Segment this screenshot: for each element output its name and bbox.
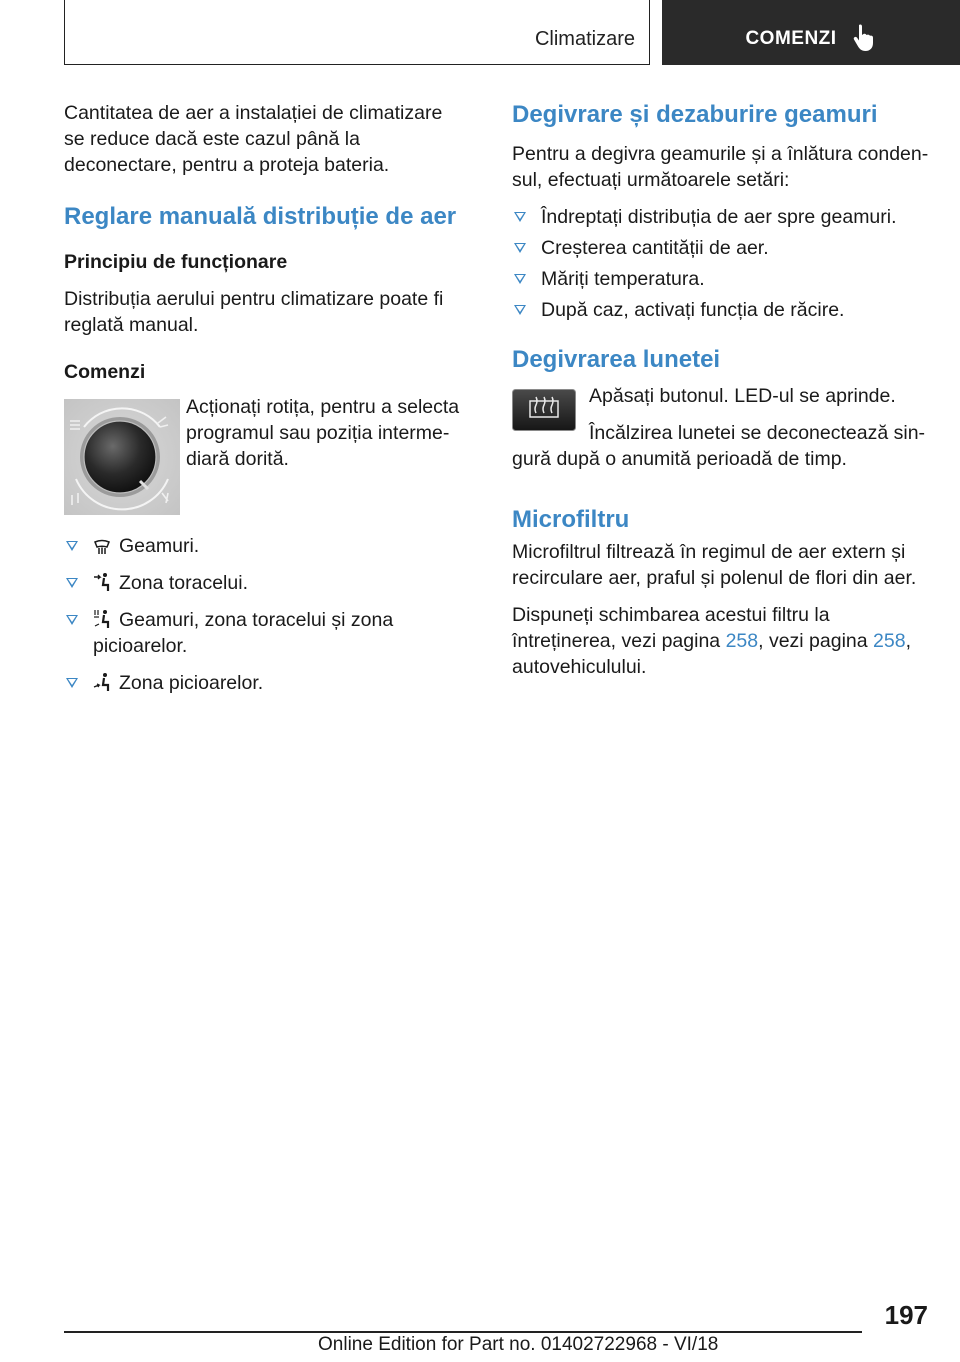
principle-paragraph: Distribuția aerului pentru climatizare poate fi reglată manual. (64, 288, 444, 336)
bullet-triangle-icon (66, 541, 78, 551)
option-label: Zona toracelui. (119, 572, 248, 594)
defrost-heading: Degivrare și dezaburire geamuri (512, 101, 878, 128)
bullet-triangle-icon (514, 243, 526, 253)
bullet-triangle-icon (514, 212, 526, 222)
controls-block (64, 394, 464, 522)
step-label: Măriți temperatura. (541, 268, 705, 290)
hand-pointer-icon (851, 23, 877, 53)
header-section-box (64, 0, 650, 65)
intro-paragraph: Cantitatea de aer a instalației de climatizare se reduce dacă este cazul până la deconectare, pentru a proteja bateria. (64, 102, 443, 176)
rear-window-paragraph-2: Încălzirea lunetei se deconectează singură după o anumită perioadă de timp. (512, 422, 926, 470)
bullet-triangle-icon (514, 274, 526, 284)
option-label: Geamuri, zona toracelui și zona picioarelor. (93, 609, 394, 657)
page-link-258-second[interactable]: 258 (873, 630, 906, 652)
defrost-steps-list (512, 204, 932, 323)
bullet-triangle-icon (514, 305, 526, 315)
microfilter-paragraph-1: Microfiltrul filtrează în regimul de aer extern și recirculare aer, praful și polenul de flori din aer. (512, 541, 917, 589)
list-item (512, 266, 932, 292)
list-item (512, 204, 932, 230)
upper-body-airflow-icon (93, 572, 111, 592)
list-item (64, 670, 464, 696)
header-chapter-tab (662, 0, 960, 65)
footer-divider (64, 1331, 862, 1333)
list-item (512, 297, 932, 323)
distribution-options-list (64, 533, 464, 696)
controls-heading: Comenzi (64, 361, 146, 383)
rear-window-defrost-button-image (512, 389, 576, 431)
left-column (64, 100, 464, 696)
step-label: Îndreptați distribuția de aer spre geamuri. (541, 206, 897, 228)
page-number: 197 (884, 1300, 928, 1330)
list-item (512, 235, 932, 261)
option-label: Zona picioarelor. (119, 672, 264, 694)
header-chapter-title: COMENZI (745, 27, 837, 49)
controls-paragraph: Acționați rotița, pentru a selecta programul sau poziția intermediară dorită. (186, 396, 460, 470)
step-label: După caz, activați funcția de răcire. (541, 299, 845, 321)
list-item (64, 533, 464, 559)
bullet-triangle-icon (66, 578, 78, 588)
footwell-airflow-icon (93, 672, 111, 692)
option-label: Geamuri. (119, 535, 200, 557)
air-distribution-dial-image (64, 399, 180, 515)
windows-body-feet-airflow-icon (93, 609, 111, 629)
list-item (64, 570, 464, 596)
windshield-defrost-icon (93, 539, 111, 555)
microfilter-heading: Microfiltru (512, 506, 630, 533)
principle-heading: Principiu de funcționare (64, 251, 288, 273)
rear-window-heading: Degivrarea lunetei (512, 346, 721, 373)
step-label: Creșterea cantității de aer. (541, 237, 769, 259)
bullet-triangle-icon (66, 615, 78, 625)
rear-window-paragraph-1: Apăsați butonul. LED-ul se aprinde. (589, 385, 896, 407)
microfilter-paragraph-2: Dispuneți schimbarea acestui filtru la întreținerea, vezi pagina 258, vezi pagina 258, autovehiculului. (512, 604, 911, 678)
bullet-triangle-icon (66, 678, 78, 688)
manual-distribution-heading: Reglare manuală distribuție de aer (64, 203, 457, 230)
right-column (512, 100, 932, 680)
defrost-paragraph: Pentru a degivra geamurile și a înlătura condensul, efectuați următoarele setări: (512, 143, 929, 191)
rear-window-block (512, 383, 932, 472)
list-item (64, 607, 464, 659)
header-section-title: Climatizare (534, 28, 635, 50)
page-link-258[interactable]: 258 (725, 630, 759, 652)
edition-text: Online Edition for Part no. 01402722968 - VI/18 (318, 1334, 719, 1355)
